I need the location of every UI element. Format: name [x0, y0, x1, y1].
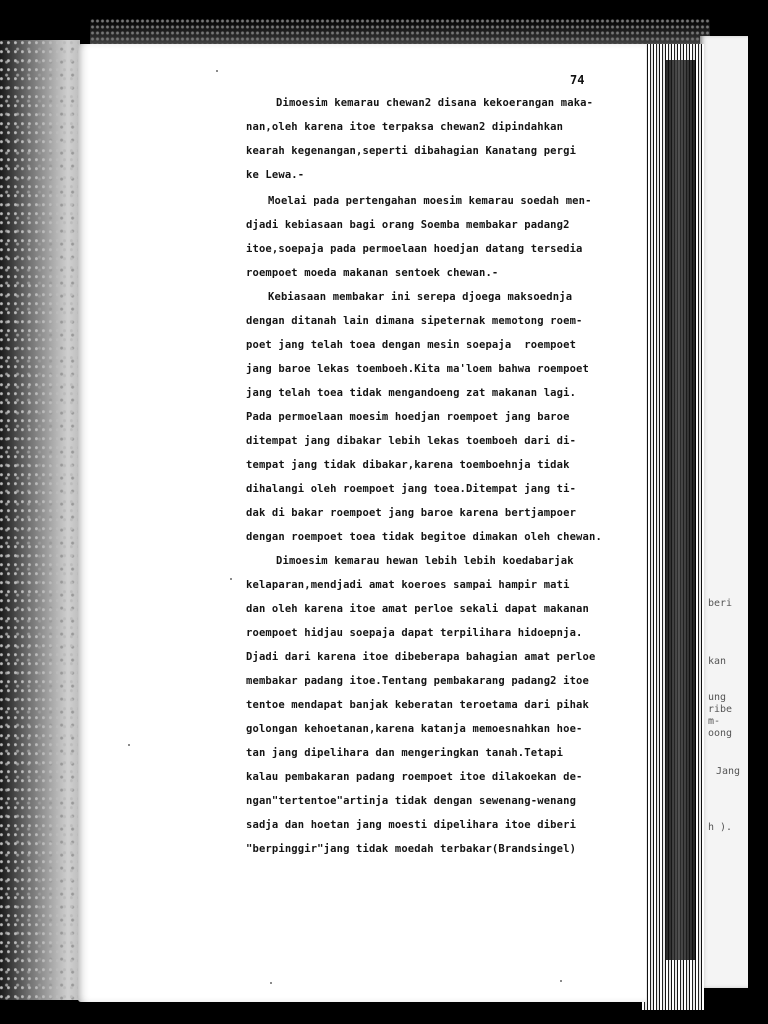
text-line: Pada permoelaan moesim hoedjan roempoet jang baroe: [246, 411, 570, 423]
next-page-fragment: Jang: [716, 766, 741, 777]
text-line: jang telah toea tidak mengandoeng zat makanan lagi.: [246, 387, 577, 399]
text-line: kearah kegenangan,seperti dibahagian Kanatang pergi: [246, 145, 577, 157]
text-line: "berpinggir"jang tidak moedah terbakar(Brandsingel): [246, 843, 577, 855]
text-line: dengan ditanah lain dimana sipeternak memotong roem-: [246, 315, 583, 327]
next-page-fragment: kan: [708, 656, 727, 667]
page-number: 74: [570, 73, 585, 87]
scan-speck: [560, 980, 562, 982]
text-line: ke Lewa.-: [246, 169, 305, 181]
text-line: ngan"tertentoe"artinja tidak dengan sewenang-wenang: [246, 795, 577, 807]
text-line: membakar padang itoe.Tentang pembakarang padang2 itoe: [246, 675, 589, 687]
scan-speck: [230, 578, 232, 580]
text-line: dak di bakar roempoet jang baroe karena bertjampoer: [246, 507, 577, 519]
text-line: kalau pembakaran padang roempoet itoe dilakoekan de-: [246, 771, 583, 783]
next-page-fragment: ung: [708, 692, 727, 703]
text-line: roempoet hidjau soepaja dapat terpilihara hidoepnja.: [246, 627, 583, 639]
next-page-fragment: beri: [708, 598, 733, 609]
text-line: dihalangi oleh roempoet jang toea.Ditempat jang ti-: [246, 483, 577, 495]
text-line: Djadi dari karena itoe dibeberapa bahagian amat perloe: [246, 651, 596, 663]
next-page-fragment: ribe: [708, 704, 733, 715]
text-line: djadi kebiasaan bagi orang Soemba membakar padang2: [246, 219, 570, 231]
text-line: tan jang dipelihara dan mengeringkan tanah.Tetapi: [246, 747, 564, 759]
next-page-fragment: h ).: [708, 822, 733, 833]
text-line: tentoe mendapat banjak keberatan teroetama dari pihak: [246, 699, 589, 711]
text-line: kelaparan,mendjadi amat koeroes sampai hampir mati: [246, 579, 570, 591]
text-line: golongan kehoetanan,karena katanja memoesnahkan hoe-: [246, 723, 583, 735]
text-line: ditempat jang dibakar lebih lekas toemboeh dari di-: [246, 435, 577, 447]
text-line: tempat jang tidak dibakar,karena toemboehnja tidak: [246, 459, 570, 471]
text-line: sadja dan hoetan jang moesti dipelihara itoe diberi: [246, 819, 577, 831]
text-line: Moelai pada pertengahan moesim kemarau soedah men-: [268, 195, 592, 207]
text-line: dengan roempoet toea tidak begitoe dimakan oleh chewan.: [246, 531, 602, 543]
text-line: poet jang telah toea dengan mesin soepaja roempoet: [246, 339, 577, 351]
scan-speck: [270, 982, 272, 984]
text-line: nan,oleh karena itoe terpaksa chewan2 dipindahkan: [246, 121, 564, 133]
text-line: roempoet moeda makanan sentoek chewan.-: [246, 267, 499, 279]
text-line: Dimoesim kemarau hewan lebih lebih koedabarjak: [276, 555, 574, 567]
text-line: Kebiasaan membakar ini serepa djoega maksoednja: [268, 291, 573, 303]
scan-speck: [216, 70, 218, 72]
next-page-fragment: m-: [708, 716, 721, 727]
next-page-fragment: oong: [708, 728, 733, 739]
text-line: itoe,soepaja pada permoelaan hoedjan datang tersedia: [246, 243, 583, 255]
text-line: Dimoesim kemarau chewan2 disana kekoerangan maka-: [276, 97, 594, 109]
scan-speck: [128, 744, 130, 746]
text-line: jang baroe lekas toemboeh.Kita ma'loem bahwa roempoet: [246, 363, 589, 375]
text-line: dan oleh karena itoe amat perloe sekali dapat makanan: [246, 603, 589, 615]
